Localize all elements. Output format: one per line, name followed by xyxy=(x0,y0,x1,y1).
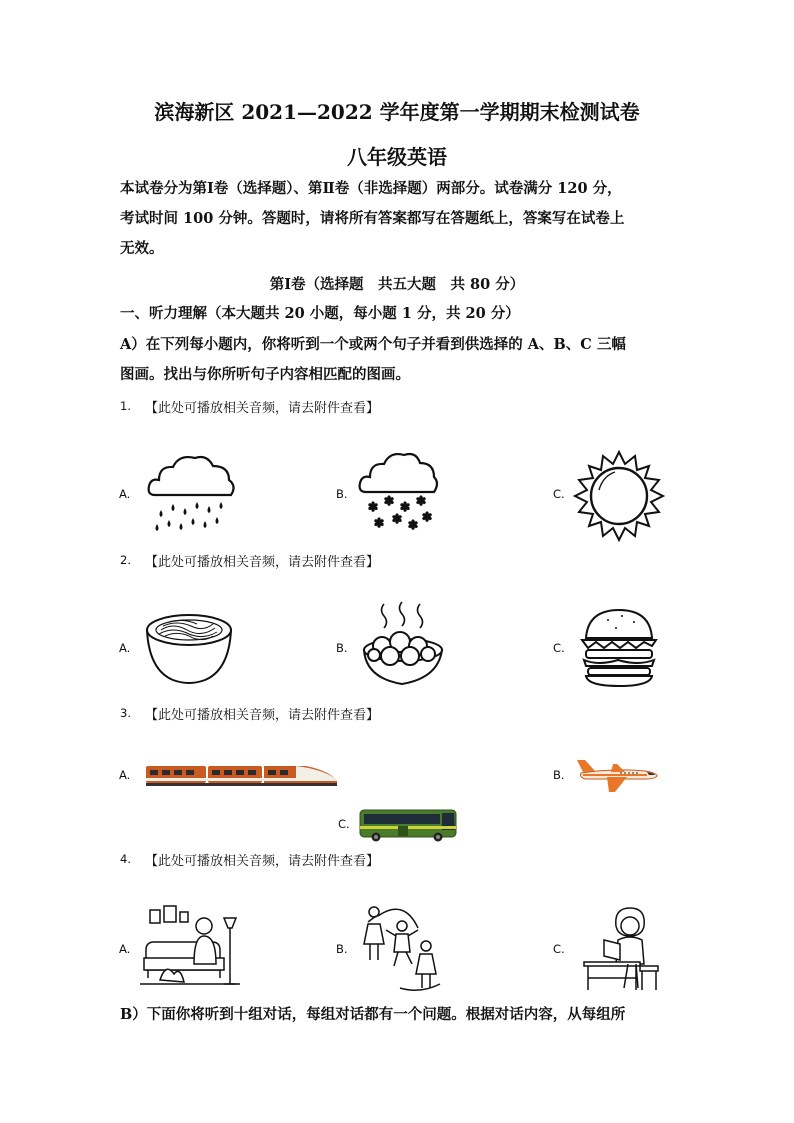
sun-icon xyxy=(573,450,665,542)
part-a-instructions xyxy=(120,330,680,390)
intro-line: 考试时间 100 分钟。答题时，请将所有答案都写在答题纸上，答案写在试卷上 xyxy=(120,210,625,227)
page-title: 滨海新区 2021—2022 学年度第一学期期末检测试卷 xyxy=(154,100,640,124)
option-letter: A. xyxy=(119,641,131,655)
option-letter: C. xyxy=(338,817,350,831)
instruction-line: 图画。找出与你所听句子内容相匹配的图画。 xyxy=(120,366,410,383)
hamburger-icon xyxy=(578,606,660,688)
audio-note: 【此处可播放相关音频，请去附件查看】 xyxy=(145,854,380,869)
part-b-instructions: B）下面你将听到十组对话，每组对话都有一个问题。根据对话内容，从每组所 xyxy=(120,1006,626,1023)
airplane-icon xyxy=(575,758,659,794)
option-letter: A. xyxy=(119,487,131,501)
option-letter: B. xyxy=(336,942,348,956)
intro-line: 本试卷分为第Ⅰ卷（选择题）、第Ⅱ卷（非选择题）两部分。试卷满分 120 分， xyxy=(120,180,622,197)
option-letter: B. xyxy=(553,768,565,782)
question-number: 1. xyxy=(120,399,131,413)
instruction-line: A）在下列每小题内，你将听到一个或两个句子并看到供选择的 A、B、C 三幅 xyxy=(120,336,626,353)
train-icon xyxy=(146,763,338,787)
audio-note: 【此处可播放相关音频，请去附件查看】 xyxy=(145,401,380,416)
svg-text:✻: ✻ xyxy=(400,500,411,514)
svg-text:✻: ✻ xyxy=(416,494,427,508)
svg-text:✻: ✻ xyxy=(384,494,395,508)
svg-text:✻: ✻ xyxy=(422,510,433,524)
option-letter: C. xyxy=(553,487,565,501)
svg-text:✻: ✻ xyxy=(368,500,379,514)
audio-note: 【此处可播放相关音频，请去附件查看】 xyxy=(145,555,380,570)
option-letter: C. xyxy=(553,641,565,655)
bus-icon xyxy=(358,808,458,842)
option-letter: B. xyxy=(336,487,348,501)
svg-text:✻: ✻ xyxy=(392,512,403,526)
option-letter: C. xyxy=(553,942,565,956)
jump-rope-icon xyxy=(360,904,444,990)
question-number: 4. xyxy=(120,852,131,866)
noodle-bowl-icon xyxy=(143,608,235,688)
page-subtitle: 八年级英语 xyxy=(347,145,447,169)
living-room-icon xyxy=(140,904,240,990)
question-number: 2. xyxy=(120,553,131,567)
exam-intro xyxy=(120,174,680,264)
question-number: 3. xyxy=(120,706,131,720)
part-title: 第Ⅰ卷（选择题 共五大题 共 80 分） xyxy=(269,276,525,293)
option-letter: A. xyxy=(119,768,131,782)
svg-text:✻: ✻ xyxy=(374,516,385,530)
option-letter: B. xyxy=(336,641,348,655)
intro-line: 无效。 xyxy=(120,240,164,257)
section-title: 一、听力理解（本大题共 20 小题，每小题 1 分，共 20 分） xyxy=(120,305,520,322)
dumpling-bowl-icon xyxy=(358,600,448,690)
snow-cloud-icon xyxy=(358,447,438,537)
svg-text:✻: ✻ xyxy=(408,518,419,532)
audio-note: 【此处可播放相关音频，请去附件查看】 xyxy=(145,708,380,723)
option-letter: A. xyxy=(119,942,131,956)
reading-girl-icon xyxy=(580,904,662,992)
rain-cloud-icon xyxy=(145,450,235,540)
